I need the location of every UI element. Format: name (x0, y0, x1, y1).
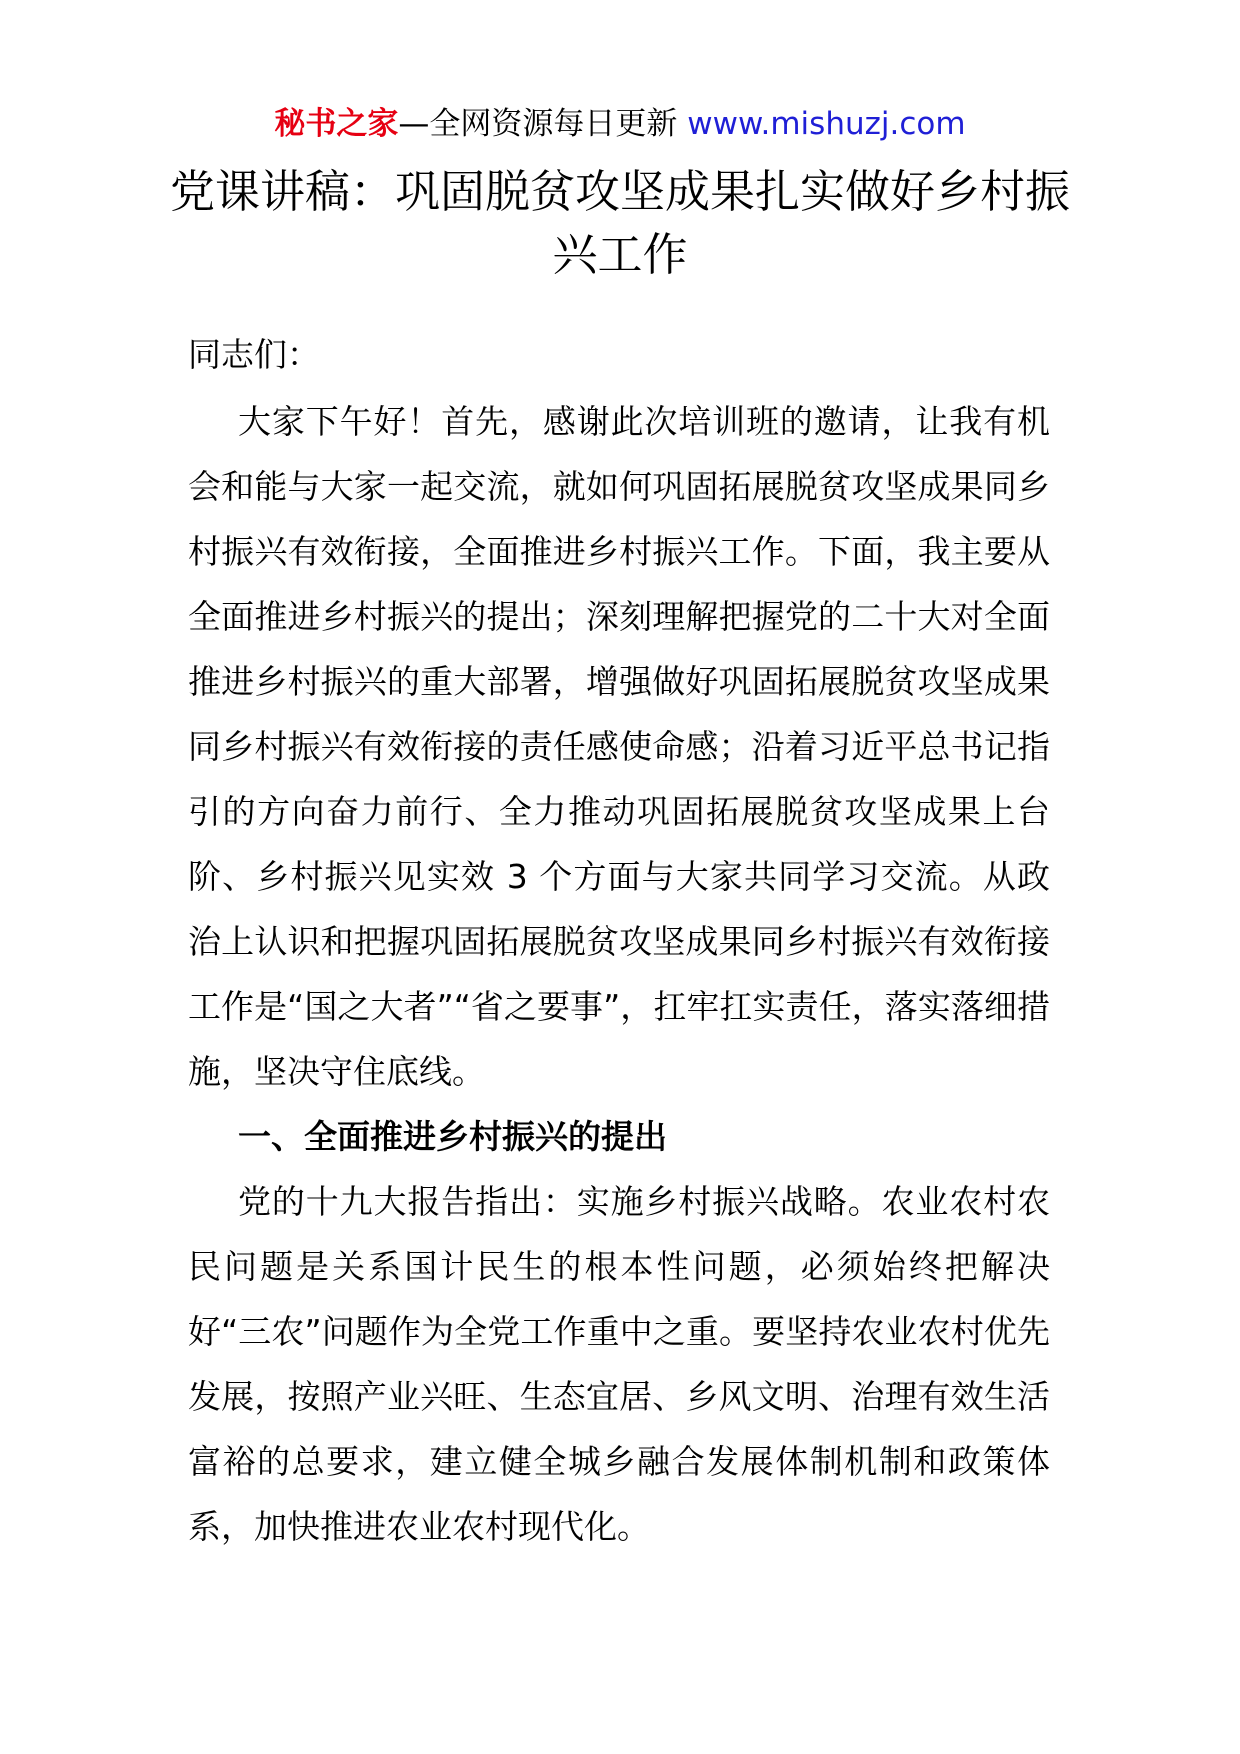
document-title: 党课讲稿：巩固脱贫攻坚成果扎实做好乡村振兴工作 (169, 165, 1070, 281)
salutation: 同志们： (188, 335, 320, 374)
section-paragraph: 党的十九大报告指出：实施乡村振兴战略。农业农村农民问题是关系国计民生的根本性问题，必须始终把解决好“三农”问题作为全党工作重中之重。要坚持农业农村优先发展，按照产业兴旺、生态宜居、乡风文明、治理有效生活富裕的总要求，建立健全城乡融合发展体制机制和政策体系，加快推进农业农村现代化。 (188, 1182, 1050, 1546)
brand-name: 秘书之家 (274, 106, 399, 142)
site-link[interactable]: www.mishuzj.com (687, 106, 966, 142)
document-body (188, 322, 1050, 1559)
site-banner (0, 100, 1240, 148)
intro-paragraph: 大家下午好！首先，感谢此次培训班的邀请，让我有机会和能与大家一起交流，就如何巩固拓展脱贫攻坚成果同乡村振兴有效衔接，全面推进乡村振兴工作。下面，我主要从全面推进乡村振兴的提出；深刻理解把握党的二十大对全面推进乡村振兴的重大部署，增强做好巩固拓展脱贫攻坚成果同乡村振兴有效衔接的责任感使命感；沿着习近平总书记指引的方向奋力前行、全力推动巩固拓展脱贫攻坚成果上台阶、乡村振兴见实效 3 个方面与大家共同学习交流。从政治上认识和把握巩固拓展脱贫攻坚成果同乡村振兴有效衔接工作是“国之大者”“省之要事”，扛牢扛实责任，落实落细措施，坚决守住底线。 (188, 402, 1050, 1091)
banner-slogan: —全网资源每日更新 (398, 106, 688, 142)
section-heading: 一、全面推进乡村振兴的提出 (238, 1117, 667, 1156)
